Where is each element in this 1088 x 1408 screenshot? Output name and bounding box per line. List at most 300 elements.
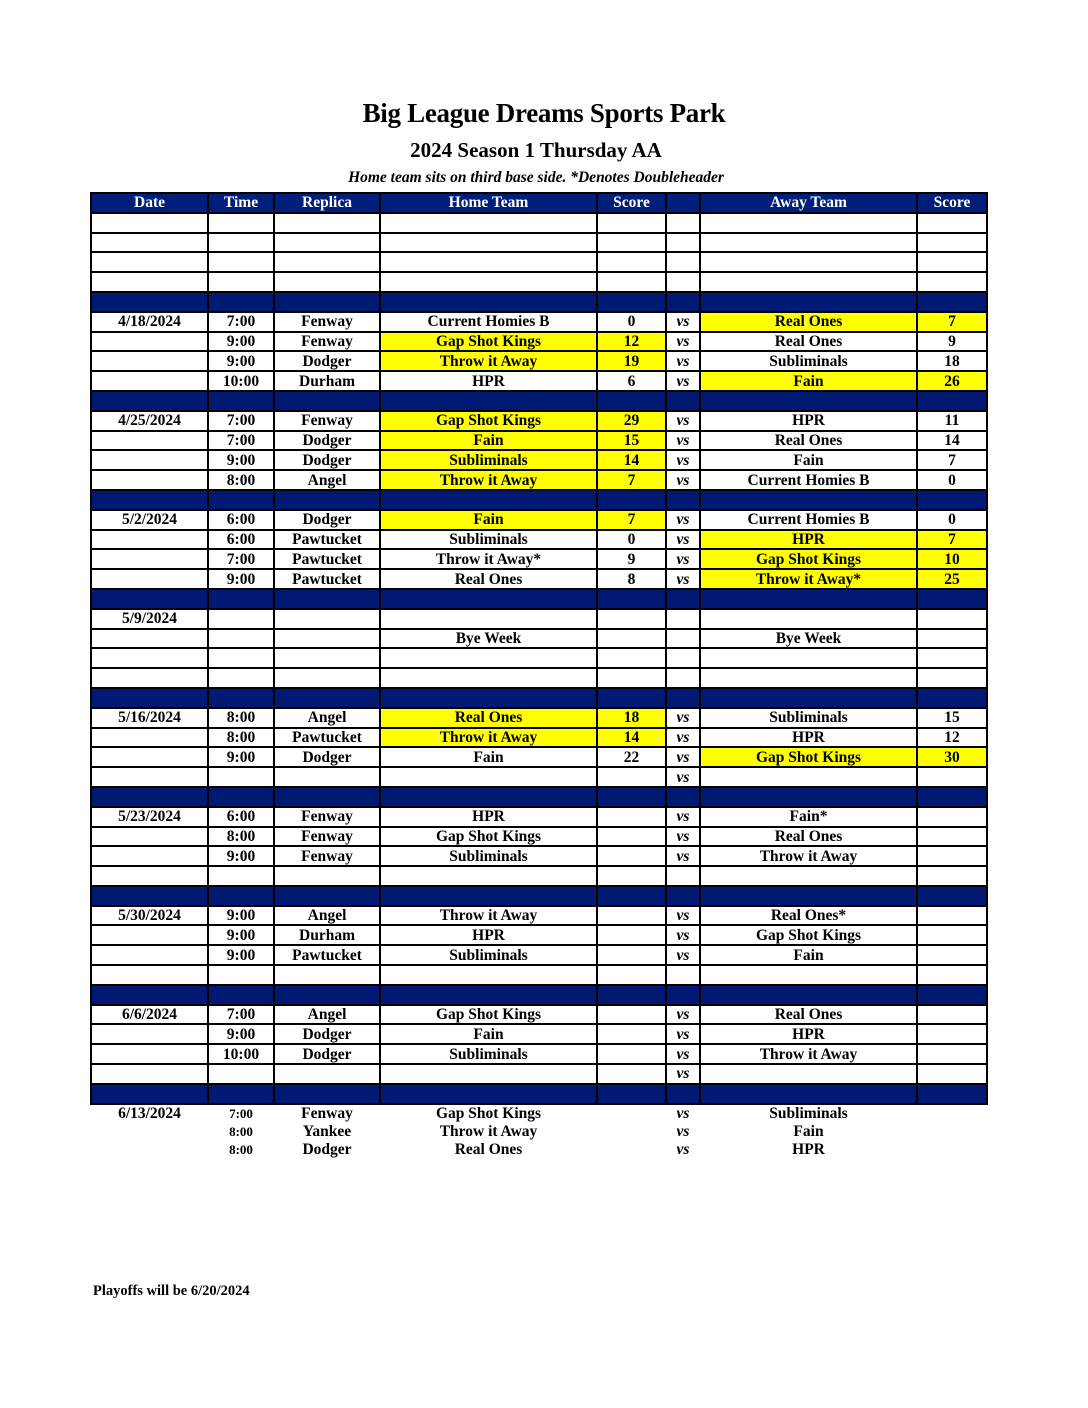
- away-team: Fain: [700, 450, 917, 470]
- game-row: [91, 1064, 987, 1084]
- col-time-header: Time: [208, 193, 274, 213]
- game-row: [91, 708, 987, 728]
- game-time: 10:00: [208, 1044, 274, 1064]
- game-date: [91, 252, 208, 272]
- away-team: Fain: [700, 371, 917, 391]
- game-date: 5/30/2024: [91, 906, 208, 926]
- away-team: [700, 866, 917, 886]
- game-date: [91, 827, 208, 847]
- home-score: [597, 925, 666, 945]
- separator-cell: [700, 292, 917, 312]
- away-score: [917, 1005, 987, 1025]
- game-time: 7:00: [208, 431, 274, 451]
- game-time: [208, 866, 274, 886]
- away-team: Gap Shot Kings: [700, 549, 917, 569]
- page-subtitle: 2024 Season 1 Thursday AA: [410, 138, 662, 162]
- away-score: [917, 1024, 987, 1044]
- away-team: HPR: [700, 1024, 917, 1044]
- game-date: [91, 965, 208, 985]
- separator-cell: [597, 787, 666, 807]
- game-field: Dodger: [274, 510, 380, 530]
- away-score: [917, 906, 987, 926]
- game-time: [208, 213, 274, 233]
- game-time: 8:00: [229, 1141, 253, 1157]
- vs-label: [666, 629, 700, 649]
- separator-cell: [597, 391, 666, 411]
- home-team: Throw it Away: [380, 728, 597, 748]
- separator-cell: [700, 490, 917, 510]
- vs-label: vs: [666, 549, 700, 569]
- game-row: [91, 510, 987, 530]
- game-date: 5/16/2024: [91, 708, 208, 728]
- home-score: [597, 1024, 666, 1044]
- home-score: [597, 233, 666, 253]
- separator-cell: [91, 490, 208, 510]
- game-time: 9:00: [208, 450, 274, 470]
- game-row: [91, 1044, 987, 1064]
- separator-cell: [208, 589, 274, 609]
- away-team: Subliminals: [769, 1105, 848, 1123]
- home-team: Throw it Away*: [380, 549, 597, 569]
- away-score: 30: [917, 747, 987, 767]
- schedule-note: Home team sits on third base side. *Denotes Doubleheader: [348, 169, 724, 186]
- game-time: 8:00: [208, 470, 274, 490]
- home-team: Subliminals: [380, 1044, 597, 1064]
- game-field: Dodger: [274, 1024, 380, 1044]
- home-team: HPR: [380, 925, 597, 945]
- game-row: [91, 747, 987, 767]
- game-row: [91, 1005, 987, 1025]
- away-team: [700, 668, 917, 688]
- game-time: 9:00: [208, 1024, 274, 1044]
- away-score: [917, 252, 987, 272]
- home-team: Real Ones: [454, 1140, 523, 1158]
- game-field: Fenway: [274, 332, 380, 352]
- away-score: [917, 629, 987, 649]
- game-row: [91, 925, 987, 945]
- home-score: [597, 648, 666, 668]
- home-score: [597, 252, 666, 272]
- home-score: [597, 1005, 666, 1025]
- away-team: [700, 1064, 917, 1084]
- home-score: [597, 906, 666, 926]
- game-row: [91, 1024, 987, 1044]
- separator-cell: [91, 589, 208, 609]
- vs-label: vs: [666, 431, 700, 451]
- vs-label: vs: [666, 846, 700, 866]
- home-team: Subliminals: [380, 450, 597, 470]
- game-row: [91, 807, 987, 827]
- game-row: [91, 312, 987, 332]
- game-row: [91, 431, 987, 451]
- game-row: [91, 411, 987, 431]
- game-time: 9:00: [208, 351, 274, 371]
- separator-cell: [666, 787, 700, 807]
- game-time: 9:00: [208, 569, 274, 589]
- game-field: Fenway: [274, 411, 380, 431]
- game-row: [91, 549, 987, 569]
- away-team: Subliminals: [700, 351, 917, 371]
- home-team: [380, 866, 597, 886]
- separator-cell: [700, 391, 917, 411]
- home-team: Throw it Away: [380, 470, 597, 490]
- game-field: [274, 767, 380, 787]
- away-score: 7: [917, 530, 987, 550]
- vs-label: vs: [666, 925, 700, 945]
- week-separator: [91, 391, 987, 411]
- separator-cell: [666, 985, 700, 1005]
- away-score: [917, 866, 987, 886]
- separator-cell: [597, 688, 666, 708]
- separator-cell: [380, 886, 597, 906]
- separator-cell: [917, 985, 987, 1005]
- home-team: [380, 767, 597, 787]
- separator-cell: [700, 787, 917, 807]
- separator-cell: [91, 292, 208, 312]
- separator-cell: [274, 688, 380, 708]
- away-score: 12: [917, 728, 987, 748]
- away-team: [700, 609, 917, 629]
- game-field: Pawtucket: [274, 549, 380, 569]
- week-separator: [91, 589, 987, 609]
- game-date: [91, 846, 208, 866]
- game-time: 9:00: [208, 945, 274, 965]
- vs-label: vs: [666, 312, 700, 332]
- game-field: Fenway: [274, 827, 380, 847]
- separator-cell: [274, 886, 380, 906]
- vs-label: [666, 668, 700, 688]
- game-row: [91, 272, 987, 292]
- vs-label: vs: [666, 728, 700, 748]
- game-field: Durham: [274, 925, 380, 945]
- separator-cell: [208, 1084, 274, 1104]
- home-score: [597, 807, 666, 827]
- game-date: [91, 470, 208, 490]
- away-team: HPR: [700, 530, 917, 550]
- home-score: [597, 629, 666, 649]
- separator-cell: [380, 985, 597, 1005]
- away-team: Real Ones: [700, 431, 917, 451]
- game-date: [91, 728, 208, 748]
- game-row: [91, 530, 987, 550]
- away-team: Fain*: [700, 807, 917, 827]
- away-score: [917, 1122, 987, 1140]
- home-score: [597, 609, 666, 629]
- away-score: 10: [917, 549, 987, 569]
- game-date: [91, 668, 208, 688]
- game-field: Angel: [274, 1005, 380, 1025]
- game-time: 10:00: [208, 371, 274, 391]
- week-separator: [91, 787, 987, 807]
- playoffs-note: Playoffs will be 6/20/2024: [93, 1283, 250, 1299]
- game-field: [274, 272, 380, 292]
- home-team: Subliminals: [380, 530, 597, 550]
- game-date: [91, 747, 208, 767]
- game-field: Dodger: [274, 747, 380, 767]
- separator-cell: [91, 886, 208, 906]
- away-team: Subliminals: [700, 708, 917, 728]
- game-date: [91, 1064, 208, 1084]
- separator-cell: [666, 886, 700, 906]
- home-score: [597, 668, 666, 688]
- game-field: [274, 629, 380, 649]
- game-field: Durham: [274, 371, 380, 391]
- game-field: Dodger: [302, 1140, 352, 1158]
- vs-label: vs: [666, 510, 700, 530]
- vs-label: vs: [666, 827, 700, 847]
- away-score: [917, 846, 987, 866]
- away-team: Real Ones*: [700, 906, 917, 926]
- game-field: [274, 1064, 380, 1084]
- week-separator: [91, 1084, 987, 1104]
- vs-label: vs: [666, 807, 700, 827]
- away-score: 7: [917, 312, 987, 332]
- vs-label: [666, 965, 700, 985]
- home-score: 14: [597, 728, 666, 748]
- week-separator: [91, 985, 987, 1005]
- game-date: [91, 629, 208, 649]
- separator-cell: [917, 391, 987, 411]
- away-score: [917, 1064, 987, 1084]
- game-time: [208, 767, 274, 787]
- separator-cell: [380, 292, 597, 312]
- home-score: 14: [597, 450, 666, 470]
- separator-cell: [700, 688, 917, 708]
- separator-cell: [380, 787, 597, 807]
- game-date: [91, 431, 208, 451]
- away-team: [700, 213, 917, 233]
- col-away-team-header: Away Team: [700, 193, 917, 213]
- game-row: [91, 569, 987, 589]
- game-row: [91, 470, 987, 490]
- vs-label: vs: [666, 371, 700, 391]
- game-time: 9:00: [208, 925, 274, 945]
- game-time: 7:00: [229, 1106, 253, 1122]
- game-date: [91, 925, 208, 945]
- game-time: 6:00: [208, 530, 274, 550]
- separator-cell: [380, 589, 597, 609]
- home-score: [597, 1044, 666, 1064]
- game-field: [274, 233, 380, 253]
- home-team: Gap Shot Kings: [380, 411, 597, 431]
- game-time: [208, 609, 274, 629]
- separator-cell: [597, 490, 666, 510]
- vs-label: vs: [666, 470, 700, 490]
- home-team: Subliminals: [380, 945, 597, 965]
- game-row: [91, 827, 987, 847]
- home-score: 9: [597, 549, 666, 569]
- col-date-header: Date: [91, 193, 208, 213]
- game-time: [208, 965, 274, 985]
- page-title: Big League Dreams Sports Park: [362, 98, 726, 128]
- game-field: [274, 965, 380, 985]
- away-score: [917, 767, 987, 787]
- game-field: Fenway: [274, 846, 380, 866]
- away-score: [917, 807, 987, 827]
- home-score: 6: [597, 371, 666, 391]
- away-team: Real Ones: [700, 312, 917, 332]
- away-team: Current Homies B: [700, 470, 917, 490]
- home-team: Subliminals: [380, 846, 597, 866]
- separator-cell: [666, 1084, 700, 1104]
- game-date: [91, 371, 208, 391]
- away-score: 0: [917, 510, 987, 530]
- game-date: [91, 767, 208, 787]
- separator-cell: [208, 985, 274, 1005]
- game-date: 5/2/2024: [91, 510, 208, 530]
- separator-cell: [666, 589, 700, 609]
- away-score: [917, 272, 987, 292]
- game-row: [91, 450, 987, 470]
- col-away-score-header: Score: [917, 193, 987, 213]
- game-field: Pawtucket: [274, 728, 380, 748]
- home-team: [380, 609, 597, 629]
- home-score: [597, 213, 666, 233]
- schedule-table: [90, 192, 988, 1158]
- game-field: [274, 668, 380, 688]
- separator-cell: [700, 1084, 917, 1104]
- away-team: [700, 272, 917, 292]
- header-row: [91, 193, 987, 213]
- game-row: [91, 332, 987, 352]
- away-team: Throw it Away: [700, 1044, 917, 1064]
- away-team: Gap Shot Kings: [700, 925, 917, 945]
- game-field: Fenway: [274, 807, 380, 827]
- vs-label: vs: [666, 767, 700, 787]
- home-team: Real Ones: [380, 569, 597, 589]
- away-team: [700, 233, 917, 253]
- separator-cell: [700, 589, 917, 609]
- game-time: 6:00: [208, 807, 274, 827]
- game-row: [91, 767, 987, 787]
- away-score: [917, 965, 987, 985]
- game-date: 4/18/2024: [91, 312, 208, 332]
- vs-label: vs: [666, 708, 700, 728]
- game-date: 6/6/2024: [91, 1005, 208, 1025]
- separator-cell: [380, 391, 597, 411]
- game-time: [208, 629, 274, 649]
- home-team: Gap Shot Kings: [380, 827, 597, 847]
- away-score: [917, 609, 987, 629]
- vs-label: vs: [666, 569, 700, 589]
- game-field: [274, 213, 380, 233]
- game-time: 9:00: [208, 846, 274, 866]
- game-row: [91, 648, 987, 668]
- separator-cell: [380, 490, 597, 510]
- home-team: Real Ones: [380, 708, 597, 728]
- separator-cell: [91, 391, 208, 411]
- game-field: Dodger: [274, 431, 380, 451]
- game-date: [91, 648, 208, 668]
- vs-label: vs: [666, 1044, 700, 1064]
- game-field: Dodger: [274, 351, 380, 371]
- game-row: [91, 371, 987, 391]
- home-team: [380, 965, 597, 985]
- separator-cell: [208, 490, 274, 510]
- game-field: Pawtucket: [274, 945, 380, 965]
- separator-cell: [597, 1084, 666, 1104]
- vs-label: vs: [676, 1122, 690, 1140]
- separator-cell: [597, 886, 666, 906]
- game-field: Pawtucket: [274, 569, 380, 589]
- game-time: [208, 668, 274, 688]
- game-time: 9:00: [208, 747, 274, 767]
- vs-label: [666, 213, 700, 233]
- away-team: [700, 965, 917, 985]
- home-score: 19: [597, 351, 666, 371]
- week-separator: [91, 292, 987, 312]
- home-score: [597, 1140, 666, 1158]
- away-score: 14: [917, 431, 987, 451]
- home-team: Throw it Away: [380, 351, 597, 371]
- game-row: [91, 609, 987, 629]
- game-field: Dodger: [274, 1044, 380, 1064]
- game-field: [274, 252, 380, 272]
- home-score: [597, 1104, 666, 1123]
- home-score: 0: [597, 312, 666, 332]
- away-team: Gap Shot Kings: [700, 747, 917, 767]
- game-field: Dodger: [274, 450, 380, 470]
- game-date: [91, 1044, 208, 1064]
- home-team: Fain: [380, 510, 597, 530]
- separator-cell: [917, 1084, 987, 1104]
- col-home-team-header: Home Team: [380, 193, 597, 213]
- week-separator: [91, 886, 987, 906]
- home-team: [380, 252, 597, 272]
- separator-cell: [917, 688, 987, 708]
- home-team: [380, 213, 597, 233]
- home-team: Fain: [380, 431, 597, 451]
- home-score: [597, 767, 666, 787]
- vs-label: [666, 609, 700, 629]
- away-score: [917, 925, 987, 945]
- game-time: 9:00: [208, 332, 274, 352]
- separator-cell: [274, 787, 380, 807]
- vs-label: [666, 866, 700, 886]
- separator-cell: [208, 787, 274, 807]
- game-date: [91, 351, 208, 371]
- game-row: [91, 728, 987, 748]
- vs-label: vs: [666, 747, 700, 767]
- game-field: Angel: [274, 708, 380, 728]
- separator-cell: [208, 688, 274, 708]
- away-score: 18: [917, 351, 987, 371]
- away-score: 7: [917, 450, 987, 470]
- game-time: [208, 233, 274, 253]
- game-row: [91, 1122, 987, 1140]
- separator-cell: [208, 292, 274, 312]
- away-team: Real Ones: [700, 827, 917, 847]
- game-date: [91, 1140, 208, 1158]
- separator-cell: [597, 985, 666, 1005]
- game-time: 7:00: [208, 411, 274, 431]
- game-row: [91, 629, 987, 649]
- game-field: Fenway: [301, 1105, 353, 1123]
- home-team: Bye Week: [380, 629, 597, 649]
- separator-cell: [917, 292, 987, 312]
- col-home-score-header: Score: [597, 193, 666, 213]
- vs-label: vs: [666, 1064, 700, 1084]
- home-team: [380, 648, 597, 668]
- game-row: [91, 906, 987, 926]
- vs-label: vs: [666, 530, 700, 550]
- away-team: Real Ones: [700, 332, 917, 352]
- game-date: [91, 945, 208, 965]
- game-time: 9:00: [208, 906, 274, 926]
- separator-cell: [91, 787, 208, 807]
- game-row: [91, 1104, 987, 1123]
- separator-cell: [274, 391, 380, 411]
